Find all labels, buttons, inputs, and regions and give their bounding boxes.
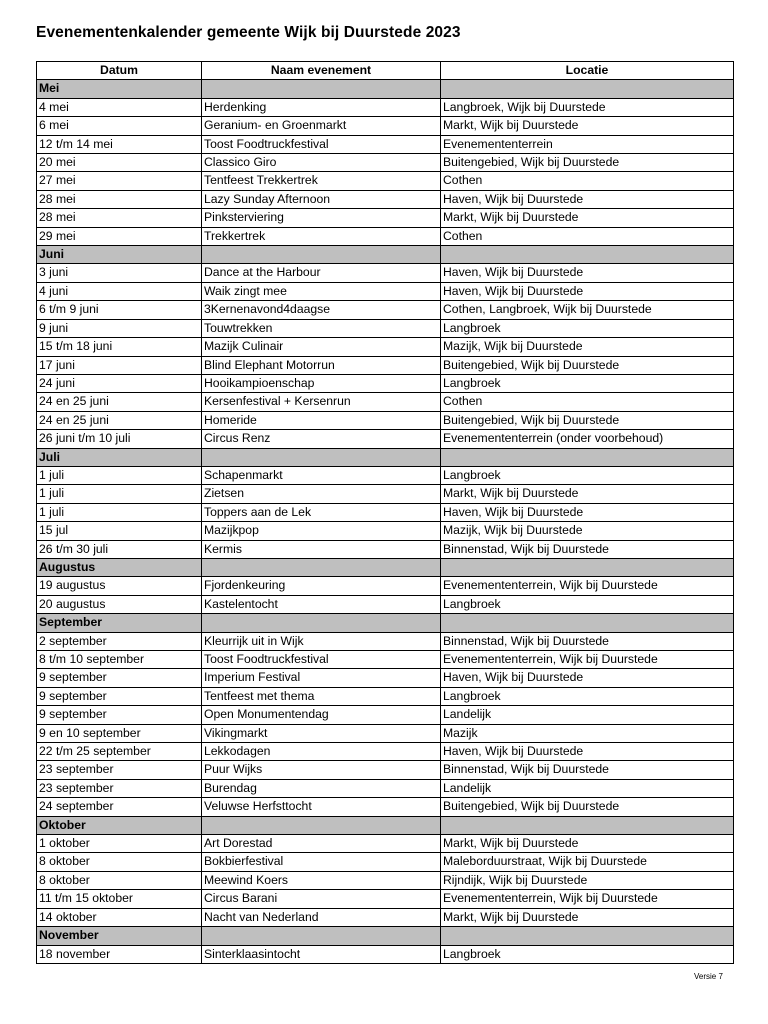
event-date: 3 juni: [37, 264, 202, 282]
event-name: Vikingmarkt: [202, 724, 441, 742]
event-date: 4 mei: [37, 98, 202, 116]
event-location: Evenemententerrein, Wijk bij Duurstede: [441, 890, 734, 908]
table-row: [37, 743, 734, 761]
event-location: Mazijk, Wijk bij Duurstede: [441, 338, 734, 356]
table-row: [37, 135, 734, 153]
event-name: 3Kernenavond4daagse: [202, 301, 441, 319]
event-name: Blind Elephant Motorrun: [202, 356, 441, 374]
event-location: Buitengebied, Wijk bij Duurstede: [441, 411, 734, 429]
table-row: [37, 577, 734, 595]
table-row: [37, 669, 734, 687]
event-date: 24 juni: [37, 374, 202, 392]
month-label: September: [37, 614, 202, 632]
event-location: Binnenstad, Wijk bij Duurstede: [441, 761, 734, 779]
event-name: Mazijkpop: [202, 522, 441, 540]
event-location: Evenemententerrein, Wijk bij Duurstede: [441, 651, 734, 669]
table-row: [37, 374, 734, 392]
event-date: 17 juni: [37, 356, 202, 374]
event-location: Langbroek: [441, 595, 734, 613]
event-name: Fjordenkeuring: [202, 577, 441, 595]
event-location: Mazijk, Wijk bij Duurstede: [441, 522, 734, 540]
table-row: [37, 651, 734, 669]
month-row: [37, 558, 734, 576]
event-location: Landelijk: [441, 706, 734, 724]
event-location: Binnenstad, Wijk bij Duurstede: [441, 540, 734, 558]
table-row: [37, 761, 734, 779]
event-date: 11 t/m 15 oktober: [37, 890, 202, 908]
event-location: Evenemententerrein: [441, 135, 734, 153]
event-date: 6 mei: [37, 117, 202, 135]
event-date: 1 oktober: [37, 835, 202, 853]
event-name: Tentfeest met thema: [202, 687, 441, 705]
event-name: Homeride: [202, 411, 441, 429]
month-row: [37, 80, 734, 98]
event-date: 9 september: [37, 687, 202, 705]
month-empty-name: [202, 448, 441, 466]
event-date: 15 jul: [37, 522, 202, 540]
event-date: 1 juli: [37, 466, 202, 484]
event-name: Lazy Sunday Afternoon: [202, 190, 441, 208]
event-location: Evenemententerrein (onder voorbehoud): [441, 430, 734, 448]
event-date: 4 juni: [37, 282, 202, 300]
table-header-row: [37, 62, 734, 80]
event-date: 24 en 25 juni: [37, 411, 202, 429]
table-row: [37, 338, 734, 356]
events-table: [36, 61, 734, 964]
event-date: 8 oktober: [37, 871, 202, 889]
event-name: Bokbierfestival: [202, 853, 441, 871]
event-date: 23 september: [37, 779, 202, 797]
table-row: [37, 853, 734, 871]
event-location: Langbroek: [441, 374, 734, 392]
header-event-name: Naam evenement: [202, 62, 441, 80]
table-row: [37, 393, 734, 411]
month-row: [37, 614, 734, 632]
month-empty-name: [202, 246, 441, 264]
table-row: [37, 411, 734, 429]
event-name: Toppers aan de Lek: [202, 503, 441, 521]
event-date: 26 t/m 30 juli: [37, 540, 202, 558]
event-location: Maleborduurstraat, Wijk bij Duurstede: [441, 853, 734, 871]
event-date: 23 september: [37, 761, 202, 779]
event-location: Haven, Wijk bij Duurstede: [441, 743, 734, 761]
event-location: Haven, Wijk bij Duurstede: [441, 669, 734, 687]
event-name: Trekkertrek: [202, 227, 441, 245]
month-row: [37, 927, 734, 945]
table-row: [37, 430, 734, 448]
month-empty-location: [441, 816, 734, 834]
table-row: [37, 356, 734, 374]
event-name: Schapenmarkt: [202, 466, 441, 484]
table-row: [37, 687, 734, 705]
event-name: Hooikampioenschap: [202, 374, 441, 392]
event-location: Haven, Wijk bij Duurstede: [441, 503, 734, 521]
event-date: 15 t/m 18 juni: [37, 338, 202, 356]
event-date: 1 juli: [37, 503, 202, 521]
table-row: [37, 779, 734, 797]
event-name: Puur Wijks: [202, 761, 441, 779]
event-location: Markt, Wijk bij Duurstede: [441, 485, 734, 503]
event-location: Rijndijk, Wijk bij Duurstede: [441, 871, 734, 889]
event-location: Langbroek: [441, 687, 734, 705]
table-body: [37, 80, 734, 964]
table-row: [37, 724, 734, 742]
event-name: Kermis: [202, 540, 441, 558]
event-location: Cothen: [441, 393, 734, 411]
event-location: Markt, Wijk bij Duurstede: [441, 117, 734, 135]
month-empty-location: [441, 246, 734, 264]
month-row: [37, 246, 734, 264]
event-name: Sinterklaasintocht: [202, 945, 441, 963]
event-location: Langbroek: [441, 466, 734, 484]
month-label: Juni: [37, 246, 202, 264]
event-location: Buitengebied, Wijk bij Duurstede: [441, 154, 734, 172]
table-row: [37, 172, 734, 190]
event-name: Kleurrijk uit in Wijk: [202, 632, 441, 650]
month-label: Juli: [37, 448, 202, 466]
table-row: [37, 466, 734, 484]
table-row: [37, 190, 734, 208]
table-row: [37, 117, 734, 135]
event-date: 9 en 10 september: [37, 724, 202, 742]
event-location: Cothen: [441, 172, 734, 190]
table-row: [37, 319, 734, 337]
month-empty-location: [441, 558, 734, 576]
event-location: Cothen: [441, 227, 734, 245]
month-label: Augustus: [37, 558, 202, 576]
event-location: Landelijk: [441, 779, 734, 797]
event-date: 27 mei: [37, 172, 202, 190]
event-date: 9 september: [37, 706, 202, 724]
event-location: Buitengebied, Wijk bij Duurstede: [441, 798, 734, 816]
table-row: [37, 890, 734, 908]
table-row: [37, 154, 734, 172]
month-empty-name: [202, 927, 441, 945]
event-name: Toost Foodtruckfestival: [202, 651, 441, 669]
event-name: Mazijk Culinair: [202, 338, 441, 356]
table-row: [37, 264, 734, 282]
event-date: 12 t/m 14 mei: [37, 135, 202, 153]
event-date: 24 september: [37, 798, 202, 816]
event-location: Haven, Wijk bij Duurstede: [441, 282, 734, 300]
month-empty-location: [441, 448, 734, 466]
event-name: Waik zingt mee: [202, 282, 441, 300]
event-location: Buitengebied, Wijk bij Duurstede: [441, 356, 734, 374]
month-label: November: [37, 927, 202, 945]
event-location: Haven, Wijk bij Duurstede: [441, 190, 734, 208]
table-row: [37, 209, 734, 227]
event-name: Meewind Koers: [202, 871, 441, 889]
event-name: Open Monumentendag: [202, 706, 441, 724]
event-date: 8 oktober: [37, 853, 202, 871]
month-empty-name: [202, 558, 441, 576]
event-date: 6 t/m 9 juni: [37, 301, 202, 319]
table-row: [37, 871, 734, 889]
event-location: Markt, Wijk bij Duurstede: [441, 209, 734, 227]
event-date: 29 mei: [37, 227, 202, 245]
version-label: Versie 7: [694, 972, 723, 981]
event-name: Nacht van Nederland: [202, 908, 441, 926]
event-date: 2 september: [37, 632, 202, 650]
event-date: 28 mei: [37, 190, 202, 208]
event-name: Imperium Festival: [202, 669, 441, 687]
event-name: Kersenfestival + Kersenrun: [202, 393, 441, 411]
table-row: [37, 595, 734, 613]
event-date: 19 augustus: [37, 577, 202, 595]
month-row: [37, 448, 734, 466]
month-empty-name: [202, 80, 441, 98]
table-row: [37, 908, 734, 926]
month-label: Oktober: [37, 816, 202, 834]
month-empty-location: [441, 80, 734, 98]
event-name: Kastelentocht: [202, 595, 441, 613]
event-name: Lekkodagen: [202, 743, 441, 761]
table-row: [37, 522, 734, 540]
month-row: [37, 816, 734, 834]
month-empty-name: [202, 614, 441, 632]
event-date: 22 t/m 25 september: [37, 743, 202, 761]
event-name: Circus Renz: [202, 430, 441, 448]
event-date: 18 november: [37, 945, 202, 963]
event-name: Zietsen: [202, 485, 441, 503]
event-date: 26 juni t/m 10 juli: [37, 430, 202, 448]
event-location: Binnenstad, Wijk bij Duurstede: [441, 632, 734, 650]
event-name: Dance at the Harbour: [202, 264, 441, 282]
event-location: Langbroek: [441, 945, 734, 963]
event-date: 28 mei: [37, 209, 202, 227]
table-row: [37, 540, 734, 558]
event-name: Burendag: [202, 779, 441, 797]
table-row: [37, 798, 734, 816]
event-name: Veluwse Herfsttocht: [202, 798, 441, 816]
month-empty-location: [441, 614, 734, 632]
table-row: [37, 945, 734, 963]
event-name: Herdenking: [202, 98, 441, 116]
table-row: [37, 98, 734, 116]
table-row: [37, 485, 734, 503]
header-location: Locatie: [441, 62, 734, 80]
table-row: [37, 706, 734, 724]
event-name: Geranium- en Groenmarkt: [202, 117, 441, 135]
month-empty-location: [441, 927, 734, 945]
month-label: Mei: [37, 80, 202, 98]
page-title: Evenementenkalender gemeente Wijk bij Duurstede 2023: [36, 24, 461, 41]
event-date: 9 september: [37, 669, 202, 687]
event-date: 24 en 25 juni: [37, 393, 202, 411]
event-name: Circus Barani: [202, 890, 441, 908]
event-date: 20 mei: [37, 154, 202, 172]
event-location: Langbroek: [441, 319, 734, 337]
event-date: 8 t/m 10 september: [37, 651, 202, 669]
event-date: 9 juni: [37, 319, 202, 337]
event-location: Evenemententerrein, Wijk bij Duurstede: [441, 577, 734, 595]
table-row: [37, 227, 734, 245]
header-date: Datum: [37, 62, 202, 80]
event-location: Mazijk: [441, 724, 734, 742]
event-location: Markt, Wijk bij Duurstede: [441, 908, 734, 926]
event-name: Pinksterviering: [202, 209, 441, 227]
event-location: Cothen, Langbroek, Wijk bij Duurstede: [441, 301, 734, 319]
table-row: [37, 301, 734, 319]
event-name: Touwtrekken: [202, 319, 441, 337]
table-row: [37, 632, 734, 650]
event-date: 14 oktober: [37, 908, 202, 926]
event-date: 20 augustus: [37, 595, 202, 613]
event-location: Markt, Wijk bij Duurstede: [441, 835, 734, 853]
event-name: Tentfeest Trekkertrek: [202, 172, 441, 190]
table-row: [37, 835, 734, 853]
month-empty-name: [202, 816, 441, 834]
event-date: 1 juli: [37, 485, 202, 503]
event-location: Langbroek, Wijk bij Duurstede: [441, 98, 734, 116]
event-name: Art Dorestad: [202, 835, 441, 853]
event-location: Haven, Wijk bij Duurstede: [441, 264, 734, 282]
event-name: Classico Giro: [202, 154, 441, 172]
event-name: Toost Foodtruckfestival: [202, 135, 441, 153]
table-row: [37, 503, 734, 521]
table-row: [37, 282, 734, 300]
